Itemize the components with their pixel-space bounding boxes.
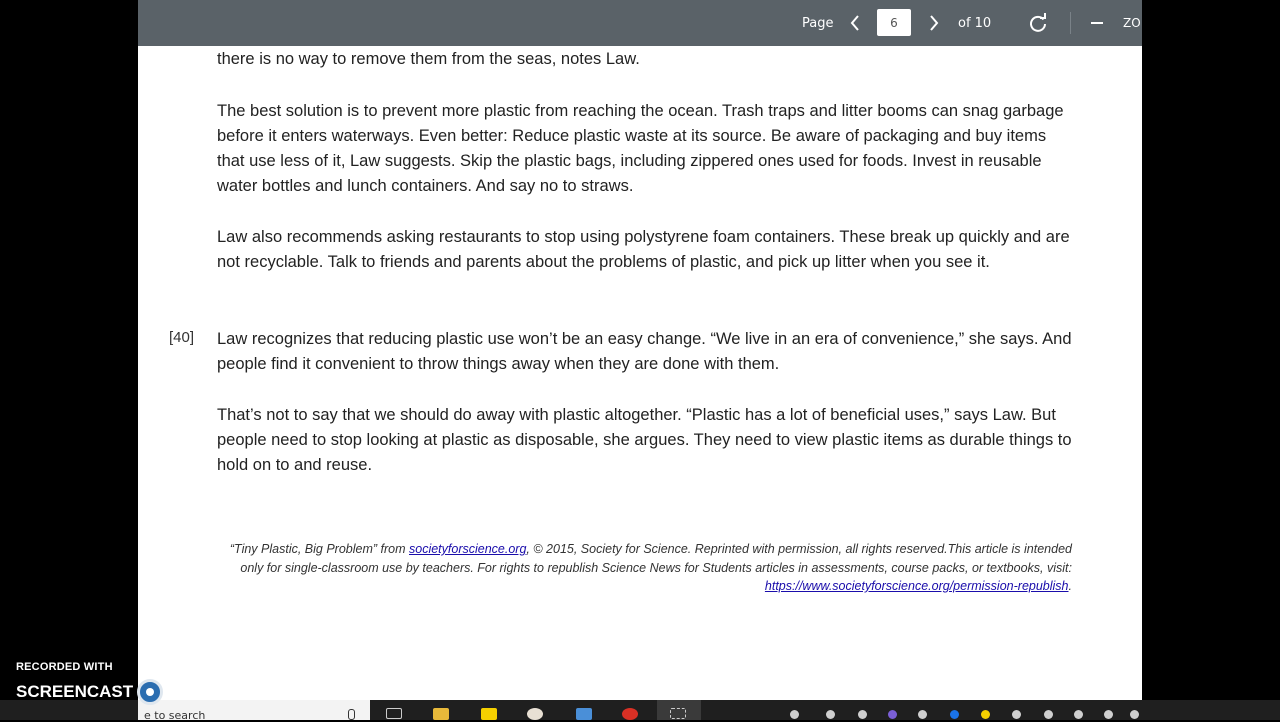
zoom-label: ZO — [1123, 16, 1141, 30]
permission-republish-link[interactable]: https://www.societyforscience.org/permission-republish — [764, 579, 1069, 593]
paragraph: That’s not to say that we should do away with plastic altogether. “Plastic has a lot of beneficial uses,” says Law. But people need to stop looking at plastic as disposable, she argues. They need to view plastic items as durable things to hold on to and reuse. — [217, 406, 1072, 474]
next-page-button[interactable] — [925, 0, 943, 46]
page-count-label: of 10 — [958, 15, 992, 31]
pdf-viewer — [138, 0, 1142, 700]
wifi-icon[interactable] — [1104, 710, 1113, 719]
societyforscience-link[interactable]: societyforscience.org — [409, 542, 527, 556]
watermark-text-a: SCREENCAST — [16, 682, 134, 701]
zoom-out-button[interactable] — [1087, 0, 1107, 46]
watermark-logo — [16, 679, 220, 705]
tray-icon[interactable] — [888, 710, 897, 719]
chrome-icon[interactable] — [622, 708, 638, 720]
volume-icon[interactable] — [1130, 710, 1139, 719]
tray-icon[interactable] — [1012, 710, 1021, 719]
viewer-toolbar — [138, 0, 1142, 46]
page-label: Page — [802, 15, 834, 31]
tray-icon[interactable] — [918, 710, 927, 719]
screencast-watermark — [16, 661, 220, 701]
chevron-left-icon — [850, 15, 860, 31]
folder-icon[interactable] — [433, 708, 449, 720]
citation — [218, 540, 1072, 596]
snipping-icon[interactable] — [670, 708, 686, 719]
tray-icon[interactable] — [858, 710, 867, 719]
toolbar-divider — [1070, 12, 1071, 34]
paragraph: Law also recommends asking restaurants to stop using polystyrene foam containers. These break up quickly and are not recyclable. Talk to friends and parents about the problems of plastic, and pick up litter when you see it. — [217, 228, 1070, 271]
tray-icon[interactable] — [826, 710, 835, 719]
minus-icon — [1090, 16, 1104, 30]
tray-icon[interactable] — [1044, 710, 1053, 719]
task-view-icon[interactable] — [386, 708, 402, 719]
paragraph: The best solution is to prevent more plastic from reaching the ocean. Trash traps and litter booms can snag garbage before it enters waterways. Even better: Reduce plastic waste at its source. Be aware of packaging and buy items that use less of it, Law suggests. Skip the plastic bags, including zippered ones used for foods. Invest in reusable water bottles and lunch containers. And say no to straws. — [217, 102, 1064, 195]
watermark-line1: RECORDED WITH — [16, 661, 113, 673]
search-placeholder: e to search — [144, 709, 206, 722]
document-page — [138, 46, 1142, 700]
citation-text: , © 2015, Society for Science. Reprinted with permission, all rights reserved.This article is intended only for single-classroom use by teachers. For rights to republish Science News for Students articles in assessments, course packs, or textbooks, visit: — [240, 542, 1072, 575]
chevron-right-icon — [929, 15, 939, 31]
paragraph-number: [40] — [169, 329, 195, 346]
paint-icon[interactable] — [527, 708, 543, 720]
tray-icon[interactable] — [1074, 710, 1083, 719]
citation-text: . — [1068, 579, 1072, 593]
rotate-icon — [1028, 13, 1048, 33]
sticky-notes-icon[interactable] — [481, 708, 497, 720]
mic-icon[interactable] — [348, 709, 355, 720]
tray-icon[interactable] — [950, 710, 959, 719]
paragraph: there is no way to remove them from the seas, notes Law. — [217, 50, 640, 68]
citation-text: “Tiny Plastic, Big Problem” from — [229, 542, 409, 556]
calculator-icon[interactable] — [576, 708, 592, 720]
watermark-text-b: MATIC — [167, 682, 220, 701]
tray-icon[interactable] — [981, 710, 990, 719]
previous-page-button[interactable] — [846, 0, 864, 46]
page-number-input[interactable]: 6 — [877, 9, 911, 36]
tray-icon[interactable] — [790, 710, 799, 719]
paragraph: Law recognizes that reducing plastic use won’t be an easy change. “We live in an era of convenience,” she says. And people find it convenient to throw things away when they are done with them. — [217, 330, 1072, 373]
rotate-button[interactable] — [1026, 0, 1050, 46]
screencast-logo-icon — [137, 679, 163, 705]
